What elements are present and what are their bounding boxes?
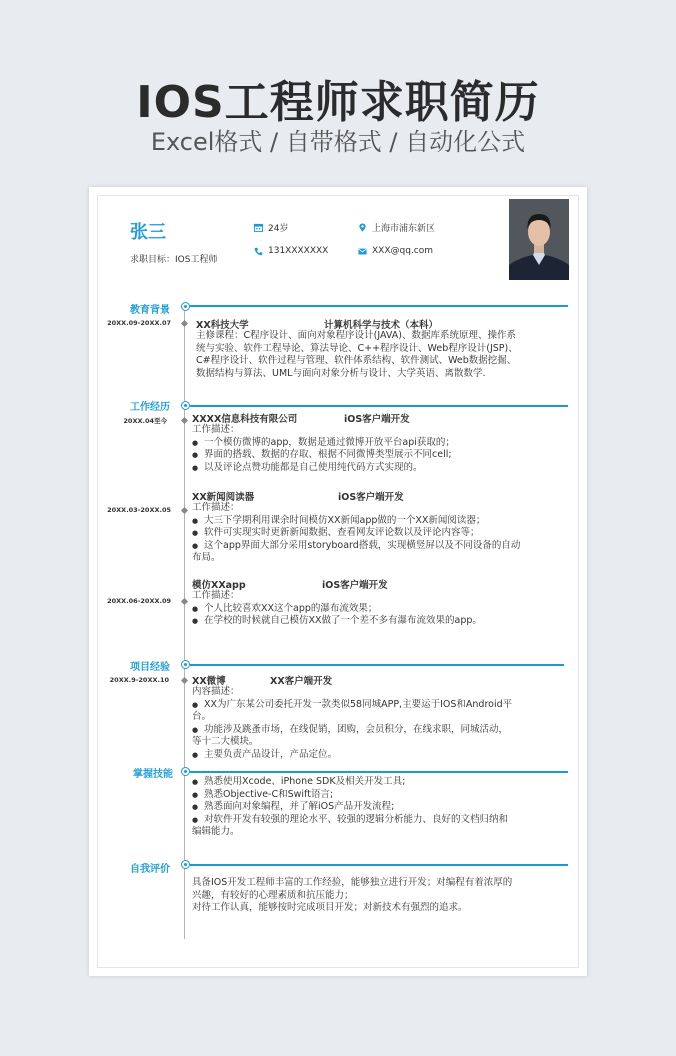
project-date: 20XX.9-20XX.10	[109, 676, 169, 684]
education-date: 20XX.09-20XX.07	[107, 319, 171, 327]
skill-item: ● 熟悉面向对象编程，并了解iOS产品开发流程;	[192, 801, 568, 814]
skill-item: ● 熟悉Objective-C和Swift语言;	[192, 789, 568, 802]
bullet-item: ● 软件可实现实时更新新闻数据、查看网友评论数以及评论内容等；	[192, 527, 568, 540]
location-text: 上海市浦东新区	[372, 224, 436, 234]
section-marker	[181, 401, 190, 410]
course-line: C#程序设计、软件过程与管理、软件体系结构、软件测试、Web数据挖掘、	[196, 355, 517, 367]
skill-continuation: 编辑能力。	[192, 826, 240, 838]
job-company: XXXX信息科技有限公司	[192, 414, 298, 425]
self-line: 兴趣，有较好的心理素质和抗压能力；	[192, 889, 354, 901]
job-company: 模仿XXapp	[192, 580, 246, 591]
job-date: 20XX.06-20XX.09	[107, 597, 171, 605]
section-marker	[181, 767, 190, 776]
calendar-icon	[254, 223, 263, 232]
phone-icon	[254, 247, 263, 256]
portrait-image	[509, 199, 569, 280]
section-divider	[190, 305, 568, 307]
bullet-item: ● 个人比较喜欢XX这个app的瀑布流效果；	[192, 603, 568, 616]
job-description	[192, 424, 568, 474]
age-text: 24岁	[268, 224, 289, 234]
job-description	[192, 590, 568, 628]
major-name: 计算机科学与技术（本科）	[324, 320, 439, 331]
job-date: 20XX.04至今	[123, 417, 167, 425]
education-courses	[196, 330, 568, 380]
section-title-work: 工作经历	[130, 402, 170, 413]
job-position: iOS客户端开发	[338, 492, 404, 503]
bullet-continuation: 等十二大模块。	[192, 736, 259, 748]
section-marker	[181, 860, 190, 869]
mail-icon	[358, 247, 367, 256]
bullet-item: ● XX为广东某公司委托开发一款类似58同城APP,主要运于IOS和Android平	[192, 699, 568, 712]
bullet-item: ● 主要负责产品设计，产品定位。	[192, 749, 568, 762]
bullet-item: ● 界面的搭载、数据的存取、根据不同微博类型展示不同cell;	[192, 449, 568, 462]
bullet-item: ● 大三下学期利用课余时间模仿XX新闻app做的一个XX新闻阅读器；	[192, 515, 568, 528]
bullet-continuation: 布局。	[192, 552, 221, 564]
self-line: 具备IOS开发工程师丰富的工作经验，能够独立进行开发；对编程有着浓厚的	[192, 877, 513, 888]
section-divider	[190, 664, 564, 666]
job-objective: 求职目标：IOS工程师	[130, 255, 218, 265]
skill-item: ● 对软件开发有较强的理论水平、较强的逻辑分析能力、良好的文档归纳和	[192, 814, 568, 827]
school-name: XX科技大学	[196, 320, 249, 331]
location-info	[358, 221, 435, 234]
desc-label: 工作描述：	[192, 424, 240, 435]
project-position: XX客户端开发	[270, 676, 333, 687]
desc-label: 工作描述：	[192, 590, 240, 601]
age-info	[254, 221, 288, 234]
timeline-axis	[184, 304, 185, 939]
bullet-item: ● 在学校的时候就自己模仿XX做了一个差不多有瀑布流效果的app。	[192, 615, 568, 628]
email-text: XXX@qq.com	[372, 246, 434, 256]
self-evaluation	[192, 877, 568, 915]
project-name: XX微博	[192, 676, 226, 687]
section-divider	[190, 405, 568, 407]
location-pin-icon	[358, 223, 367, 232]
email-info	[358, 246, 433, 256]
phone-info	[254, 246, 328, 256]
job-position: iOS客户端开发	[344, 414, 410, 425]
section-title-skills: 掌握技能	[133, 769, 173, 780]
bullet-item: ● 这个app界面大部分采用storyboard搭载，实现横竖屏以及不同设备的自动	[192, 540, 568, 553]
section-marker	[181, 302, 190, 311]
section-marker	[181, 660, 190, 669]
project-description	[192, 686, 568, 762]
section-title-self: 自我评价	[130, 864, 170, 875]
course-line: 主修课程：C程序设计、面向对象程序设计(JAVA)、数据库系统原理、操作系	[196, 330, 516, 341]
skill-item: ● 熟悉使用Xcode、iPhone SDK及相关开发工具;	[192, 776, 568, 789]
bullet-continuation: 台。	[192, 711, 212, 723]
section-divider	[190, 864, 568, 866]
job-description	[192, 502, 568, 565]
phone-text: 131XXXXXXX	[268, 246, 329, 256]
course-line: 统与实验、软件工程导论、算法导论、C++程序设计、Web程序设计(JSP)、	[196, 342, 518, 354]
bullet-item: ● 功能涉及跳蚤市场，在线促销，团购，会员积分，在线求职，同城活动，	[192, 724, 568, 737]
section-title-education: 教育背景	[130, 305, 170, 316]
course-line: 数据结构与算法、UML与面向对象分析与设计、大学英语、离散数学.	[196, 367, 486, 379]
candidate-name: 张三	[130, 222, 166, 243]
profile-photo	[509, 199, 569, 280]
bullet-item: ● 以及评论点赞功能都是自己使用纯代码方式实现的。	[192, 462, 568, 475]
skills-list	[192, 776, 568, 839]
desc-label: 内容描述：	[192, 686, 240, 697]
desc-label: 工作描述：	[192, 502, 240, 513]
job-company: XX新闻阅读器	[192, 492, 255, 503]
job-date: 20XX.03-20XX.05	[107, 506, 171, 514]
banner-subtitle: Excel格式 / 自带格式 / 自动化公式	[150, 128, 526, 156]
self-line: 对待工作认真，能够按时完成项目开发；对新技术有强烈的追求。	[192, 902, 468, 914]
banner-title: IOS工程师求职简历	[136, 77, 540, 128]
job-position: iOS客户端开发	[322, 580, 388, 591]
section-divider	[190, 771, 568, 773]
bullet-item: ● 一个模仿微博的app，数据是通过微博开放平台api获取的；	[192, 437, 568, 450]
section-title-project: 项目经验	[130, 662, 170, 673]
